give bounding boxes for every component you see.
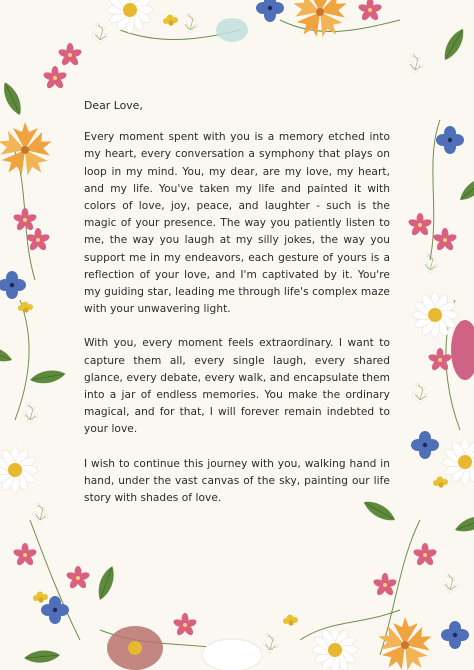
letter-paragraph-1: Every moment spent with you is a memory etched into my heart, every conversation a symphony that plays on loop in my mind. You, my dear, are my love, my heart, and my life. You've taken my life and painted it with colors of love, joy, peace, and laughter - such is the magic of your presence. The way you patiently listen to me, the way you laugh at my silly jokes, the way you support me in my endeavors, each gesture of yours is a reflection of your love, and I'm captivated by it. You're my guiding star, leading me through life's complex maze with your unwavering light. [84,131,390,316]
letter-body [84,97,390,524]
letter-paragraph-2: With you, every moment feels extraordinary. I want to capture them all, every single laugh, every shared glance, every debate, every walk, and encapsulate them into a jar of endless memories. You make the ordinary magical, and for that, I will forever remain indebted to your love. [84,337,390,436]
letter-paragraph-3: I wish to continue this journey with you, walking hand in hand, under the vast canvas of the sky, painting our life story with shades of love. [84,457,390,505]
letter-greeting: Dear Love, [84,99,143,112]
